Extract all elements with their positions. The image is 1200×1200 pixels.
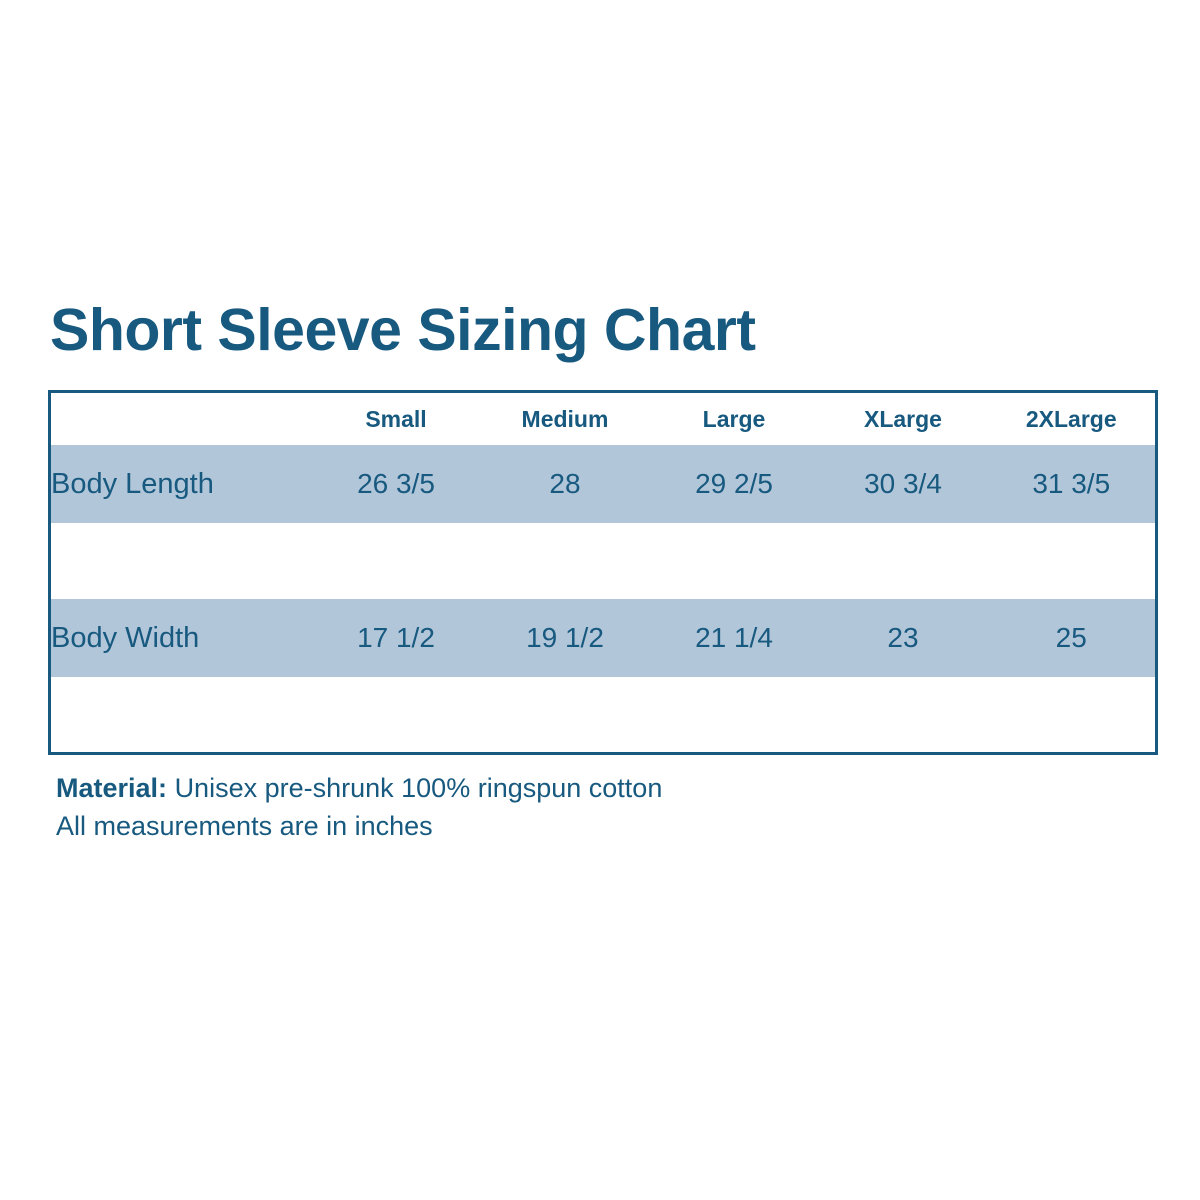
- spacer-cell: [312, 523, 481, 599]
- cell-body-length-large: 29 2/5: [695, 468, 773, 500]
- table-header-row: [50, 391, 1157, 445]
- table-header-medium: Medium: [521, 405, 609, 432]
- table-header-corner: [50, 391, 312, 445]
- spacer-cell: [50, 523, 312, 599]
- sizing-table: [48, 390, 1158, 755]
- spacer-cell: [312, 677, 481, 753]
- cell-body-width-large: 21 1/4: [695, 622, 773, 654]
- table-header-xlarge: XLarge: [864, 405, 942, 432]
- spacer-cell: [650, 523, 819, 599]
- spacer-cell: [819, 523, 988, 599]
- cell-body-width-2xlarge: 25: [1055, 622, 1087, 654]
- row-label-body-width: Body Width: [51, 621, 200, 654]
- table-spacer-row: [50, 677, 1157, 753]
- table-header-large: Large: [702, 405, 766, 432]
- material-note: [56, 769, 1158, 807]
- material-value: Unisex pre-shrunk 100% ringspun cotton: [174, 772, 663, 803]
- chart-container: [48, 297, 1158, 846]
- units-note: All measurements are in inches: [56, 811, 433, 842]
- page-title: Short Sleeve Sizing Chart: [50, 297, 756, 363]
- table-row: [50, 599, 1157, 677]
- spacer-cell: [481, 523, 650, 599]
- material-label: Material:: [56, 772, 168, 803]
- cell-body-width-xlarge: 23: [887, 622, 919, 654]
- spacer-cell: [988, 523, 1157, 599]
- table-header-small: Small: [365, 405, 427, 432]
- spacer-cell: [988, 677, 1157, 753]
- spacer-cell: [481, 677, 650, 753]
- cell-body-width-small: 17 1/2: [357, 622, 435, 654]
- spacer-cell: [50, 677, 312, 753]
- cell-body-length-small: 26 3/5: [357, 468, 435, 500]
- table-row: [50, 445, 1157, 523]
- cell-body-length-xlarge: 30 3/4: [864, 468, 942, 500]
- chart-notes: [56, 769, 1158, 846]
- table-spacer-row: [50, 523, 1157, 599]
- cell-body-length-2xlarge: 31 3/5: [1032, 468, 1111, 500]
- row-label-body-length: Body Length: [51, 467, 214, 500]
- cell-body-width-medium: 19 1/2: [526, 622, 604, 654]
- cell-body-length-medium: 28: [549, 468, 581, 500]
- spacer-cell: [650, 677, 819, 753]
- spacer-cell: [819, 677, 988, 753]
- table-header-2xlarge: 2XLarge: [1025, 405, 1117, 432]
